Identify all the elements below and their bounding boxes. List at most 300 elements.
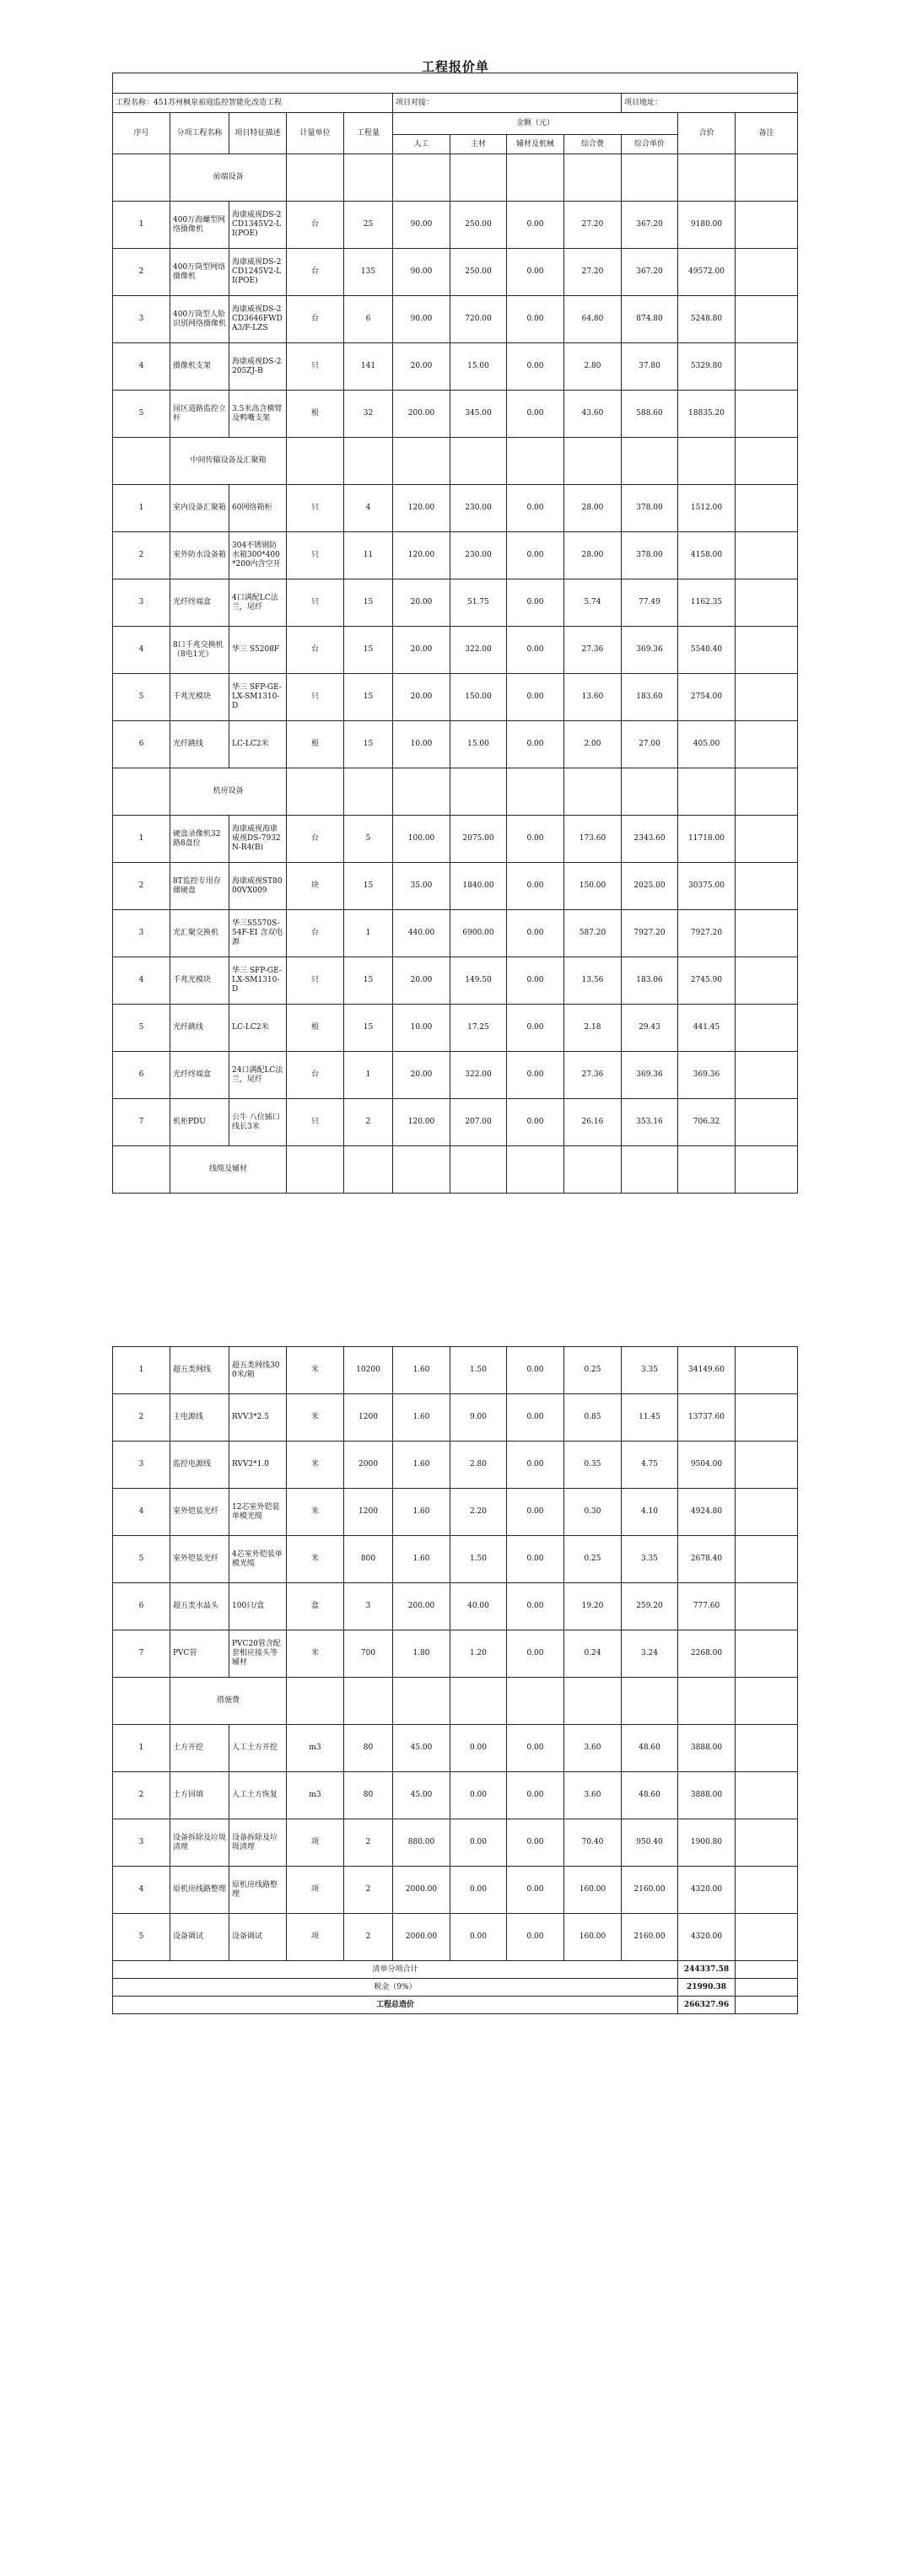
cell-desc: 3.5米高含横臂及鸭嘴支架 xyxy=(229,391,287,438)
table-row xyxy=(113,485,798,532)
cell-name: 千兆光模块 xyxy=(170,674,229,721)
section-empty-cell xyxy=(622,768,678,816)
cell-labor: 45.00 xyxy=(393,1725,450,1772)
cell-labor: 10.00 xyxy=(393,721,450,768)
cell-overhead: 27.20 xyxy=(564,202,622,249)
cell-name: 超五类网线 xyxy=(170,1347,229,1394)
cell-total: 4158.00 xyxy=(678,532,736,579)
section-label: 中间传输设备及汇聚箱 xyxy=(170,438,287,485)
cell-name: 摄像机支架 xyxy=(170,343,229,391)
cell-aux: 0.00 xyxy=(507,1052,564,1099)
cell-note xyxy=(736,1630,798,1678)
cell-qty: 1 xyxy=(344,1052,393,1099)
cell-aux: 0.00 xyxy=(507,627,564,674)
cell-main: 322.00 xyxy=(450,1052,507,1099)
cell-unit-price: 378.00 xyxy=(622,532,678,579)
cell-main: 1840.00 xyxy=(450,863,507,910)
cell-qty: 15 xyxy=(344,579,393,627)
cell-unit-price: 367.20 xyxy=(622,202,678,249)
cell-seq: 5 xyxy=(113,1914,170,1961)
cell-name: 千兆光模块 xyxy=(170,957,229,1005)
cell-qty: 1200 xyxy=(344,1394,393,1442)
cell-main: 150.00 xyxy=(450,674,507,721)
cell-desc: 60网络箱柜 xyxy=(229,485,287,532)
cell-overhead: 0.85 xyxy=(564,1394,622,1442)
cell-main: 230.00 xyxy=(450,485,507,532)
cell-labor: 100.00 xyxy=(393,816,450,863)
cell-overhead: 0.25 xyxy=(564,1347,622,1394)
cell-name: 监控电源线 xyxy=(170,1442,229,1489)
cell-unit: 项 xyxy=(287,1914,344,1961)
cell-total: 9504.00 xyxy=(678,1442,736,1489)
cell-desc: 海康威视DS-2CD1345V2-LI(POE) xyxy=(229,202,287,249)
cell-name: PVC管 xyxy=(170,1630,229,1678)
cell-note xyxy=(736,627,798,674)
project-address: 项目地址： xyxy=(622,94,798,113)
project-contact: 项目对接： xyxy=(393,94,622,113)
cell-labor: 1.60 xyxy=(393,1442,450,1489)
cell-note xyxy=(736,1489,798,1536)
cell-seq: 4 xyxy=(113,1867,170,1914)
cell-desc: 4芯室外铠装单模光缆 xyxy=(229,1536,287,1583)
table-row xyxy=(113,627,798,674)
cell-total: 4924.80 xyxy=(678,1489,736,1536)
section-empty-cell xyxy=(393,1146,450,1194)
cell-qty: 700 xyxy=(344,1630,393,1678)
cell-note xyxy=(736,1914,798,1961)
section-empty-cell xyxy=(678,768,736,816)
cell-main: 0.00 xyxy=(450,1772,507,1819)
section-empty-cell xyxy=(622,1146,678,1194)
cell-unit: 只 xyxy=(287,579,344,627)
summary-note xyxy=(736,1997,798,2014)
cell-unit: 只 xyxy=(287,343,344,391)
cell-seq: 2 xyxy=(113,532,170,579)
cell-labor: 20.00 xyxy=(393,343,450,391)
section-empty-cell xyxy=(736,1146,798,1194)
cell-unit-price: 3.35 xyxy=(622,1347,678,1394)
section-label: 措施费 xyxy=(170,1678,287,1725)
cell-desc: 12芯室外铠装单模光缆 xyxy=(229,1489,287,1536)
cell-total: 3888.00 xyxy=(678,1772,736,1819)
cell-seq: 2 xyxy=(113,863,170,910)
table-row xyxy=(113,1052,798,1099)
cell-qty: 15 xyxy=(344,863,393,910)
cell-labor: 90.00 xyxy=(393,296,450,343)
header-total: 合价 xyxy=(678,113,736,154)
section-empty-cell xyxy=(678,1678,736,1725)
cell-main: 250.00 xyxy=(450,249,507,296)
summary-label: 清单分项合计 xyxy=(113,1961,678,1979)
title-spacer-cell xyxy=(113,73,798,94)
cell-desc: 海康威视DS-2205ZJ-B xyxy=(229,343,287,391)
cell-seq: 4 xyxy=(113,627,170,674)
cell-unit-price: 27.00 xyxy=(622,721,678,768)
cell-unit: 台 xyxy=(287,910,344,957)
cell-note xyxy=(736,532,798,579)
cell-overhead: 13.60 xyxy=(564,674,622,721)
cell-labor: 200.00 xyxy=(393,1583,450,1630)
cell-desc: 304不锈钢防水箱300*400*200内含空开 xyxy=(229,532,287,579)
cell-unit: 米 xyxy=(287,1630,344,1678)
cell-main: 1.50 xyxy=(450,1347,507,1394)
section-empty-cell xyxy=(287,1146,344,1194)
section-empty-cell xyxy=(113,1678,170,1725)
cell-total: 4320.00 xyxy=(678,1867,736,1914)
section-empty-cell xyxy=(736,1678,798,1725)
cell-overhead: 2.18 xyxy=(564,1005,622,1052)
summary-value: 266327.96 xyxy=(678,1997,736,2014)
section-empty-cell xyxy=(344,768,393,816)
cell-name: 土方开挖 xyxy=(170,1725,229,1772)
cell-overhead: 70.40 xyxy=(564,1819,622,1867)
cell-desc: 人工土方恢复 xyxy=(229,1772,287,1819)
cell-desc: 海康威视ST8000VX009 xyxy=(229,863,287,910)
cell-note xyxy=(736,391,798,438)
section-empty-cell xyxy=(450,154,507,202)
cell-note xyxy=(736,1442,798,1489)
cell-unit-price: 3.24 xyxy=(622,1630,678,1678)
cell-note xyxy=(736,296,798,343)
cell-seq: 6 xyxy=(113,1583,170,1630)
cell-unit: 米 xyxy=(287,1442,344,1489)
section-empty-cell xyxy=(678,1146,736,1194)
header-main: 主材 xyxy=(450,135,507,154)
table-row xyxy=(113,1630,798,1678)
quotation-table-page-1 xyxy=(112,73,798,1194)
cell-overhead: 3.60 xyxy=(564,1772,622,1819)
cell-overhead: 0.35 xyxy=(564,1442,622,1489)
cell-seq: 5 xyxy=(113,674,170,721)
cell-labor: 20.00 xyxy=(393,957,450,1005)
section-empty-cell xyxy=(564,768,622,816)
cell-note xyxy=(736,1725,798,1772)
section-empty-cell xyxy=(287,1678,344,1725)
cell-overhead: 27.36 xyxy=(564,627,622,674)
cell-name: 室外铠装光纤 xyxy=(170,1489,229,1536)
cell-seq: 1 xyxy=(113,485,170,532)
cell-qty: 15 xyxy=(344,627,393,674)
cell-aux: 0.00 xyxy=(507,816,564,863)
cell-unit: 米 xyxy=(287,1536,344,1583)
cell-aux: 0.00 xyxy=(507,1725,564,1772)
cell-main: 0.00 xyxy=(450,1914,507,1961)
project-name: 工程名称：451苏州枫泉裕庭监控智能化改造工程 xyxy=(113,94,393,113)
cell-aux: 0.00 xyxy=(507,579,564,627)
section-empty-cell xyxy=(564,438,622,485)
cell-aux: 0.00 xyxy=(507,1099,564,1146)
cell-qty: 1 xyxy=(344,910,393,957)
cell-note xyxy=(736,1772,798,1819)
cell-unit-price: 29.43 xyxy=(622,1005,678,1052)
cell-unit-price: 2343.60 xyxy=(622,816,678,863)
cell-overhead: 2.00 xyxy=(564,721,622,768)
cell-main: 2075.00 xyxy=(450,816,507,863)
cell-name: 室内设备汇聚箱 xyxy=(170,485,229,532)
cell-qty: 15 xyxy=(344,1005,393,1052)
cell-name: 光纤跳线 xyxy=(170,721,229,768)
cell-main: 40.00 xyxy=(450,1583,507,1630)
cell-seq: 7 xyxy=(113,1630,170,1678)
cell-seq: 3 xyxy=(113,1819,170,1867)
cell-aux: 0.00 xyxy=(507,249,564,296)
cell-overhead: 26.16 xyxy=(564,1099,622,1146)
cell-qty: 135 xyxy=(344,249,393,296)
summary-row xyxy=(113,1979,798,1997)
cell-desc: 海康威视DS-2CD1245V2-LI(POE) xyxy=(229,249,287,296)
cell-unit-price: 2160.00 xyxy=(622,1867,678,1914)
cell-seq: 5 xyxy=(113,1005,170,1052)
cell-unit-price: 2160.00 xyxy=(622,1914,678,1961)
section-empty-cell xyxy=(564,1678,622,1725)
summary-label: 税金（9%） xyxy=(113,1979,678,1997)
cell-name: 8口千兆交换机（8电1光） xyxy=(170,627,229,674)
cell-desc: RVV3*2.5 xyxy=(229,1394,287,1442)
table-row xyxy=(113,1489,798,1536)
cell-seq: 3 xyxy=(113,910,170,957)
cell-main: 250.00 xyxy=(450,202,507,249)
cell-seq: 3 xyxy=(113,579,170,627)
table-row xyxy=(113,579,798,627)
cell-labor: 1.60 xyxy=(393,1489,450,1536)
cell-overhead: 3.60 xyxy=(564,1725,622,1772)
cell-name: 室外防水设备箱 xyxy=(170,532,229,579)
cell-unit: 台 xyxy=(287,816,344,863)
cell-main: 17.25 xyxy=(450,1005,507,1052)
cell-aux: 0.00 xyxy=(507,1442,564,1489)
cell-desc: LC-LC2米 xyxy=(229,1005,287,1052)
header-unit-price: 综合单价 xyxy=(622,135,678,154)
table-row xyxy=(113,1772,798,1819)
section-empty-cell xyxy=(393,154,450,202)
cell-labor: 1.60 xyxy=(393,1394,450,1442)
cell-seq: 3 xyxy=(113,296,170,343)
section-empty-cell xyxy=(507,154,564,202)
cell-main: 9.00 xyxy=(450,1394,507,1442)
cell-main: 2.20 xyxy=(450,1489,507,1536)
quotation-table-page-2 xyxy=(112,1346,798,2014)
table-row xyxy=(113,863,798,910)
cell-qty: 4 xyxy=(344,485,393,532)
cell-desc: 华三 SFP-GE-LX-SM1310-D xyxy=(229,957,287,1005)
cell-aux: 0.00 xyxy=(507,1394,564,1442)
cell-seq: 4 xyxy=(113,1489,170,1536)
cell-desc: RVV2*1.0 xyxy=(229,1442,287,1489)
cell-unit-price: 4.75 xyxy=(622,1442,678,1489)
cell-overhead: 19.20 xyxy=(564,1583,622,1630)
section-empty-cell xyxy=(622,438,678,485)
cell-seq: 1 xyxy=(113,816,170,863)
cell-aux: 0.00 xyxy=(507,296,564,343)
cell-overhead: 150.00 xyxy=(564,863,622,910)
section-empty-cell xyxy=(113,768,170,816)
cell-labor: 200.00 xyxy=(393,391,450,438)
section-empty-cell xyxy=(450,1678,507,1725)
header-seq: 序号 xyxy=(113,113,170,154)
cell-name: 超五类水晶头 xyxy=(170,1583,229,1630)
cell-unit: 根 xyxy=(287,391,344,438)
cell-unit: 台 xyxy=(287,296,344,343)
summary-label: 工程总造价 xyxy=(113,1997,678,2014)
cell-aux: 0.00 xyxy=(507,1489,564,1536)
cell-qty: 15 xyxy=(344,957,393,1005)
cell-seq: 2 xyxy=(113,249,170,296)
header-row-1 xyxy=(113,113,798,135)
cell-seq: 7 xyxy=(113,1099,170,1146)
cell-labor: 440.00 xyxy=(393,910,450,957)
cell-labor: 880.00 xyxy=(393,1819,450,1867)
cell-unit: 只 xyxy=(287,674,344,721)
section-empty-cell xyxy=(344,154,393,202)
section-empty-cell xyxy=(736,768,798,816)
cell-aux: 0.00 xyxy=(507,1867,564,1914)
cell-desc: 设备拆除及垃圾清理 xyxy=(229,1819,287,1867)
cell-overhead: 0.30 xyxy=(564,1489,622,1536)
section-empty-cell xyxy=(393,768,450,816)
cell-unit-price: 3.35 xyxy=(622,1536,678,1583)
cell-name: 主电源线 xyxy=(170,1394,229,1442)
cell-total: 3888.00 xyxy=(678,1725,736,1772)
cell-note xyxy=(736,957,798,1005)
cell-aux: 0.00 xyxy=(507,532,564,579)
cell-qty: 3 xyxy=(344,1583,393,1630)
section-empty-cell xyxy=(736,154,798,202)
cell-total: 2754.00 xyxy=(678,674,736,721)
project-info-row xyxy=(113,94,798,113)
cell-unit-price: 588.60 xyxy=(622,391,678,438)
cell-aux: 0.00 xyxy=(507,1583,564,1630)
cell-aux: 0.00 xyxy=(507,343,564,391)
cell-main: 51.75 xyxy=(450,579,507,627)
cell-overhead: 160.00 xyxy=(564,1914,622,1961)
section-empty-cell xyxy=(507,438,564,485)
cell-note xyxy=(736,1052,798,1099)
cell-desc: 24口满配LC法兰，尾纤 xyxy=(229,1052,287,1099)
cell-total: 13737.60 xyxy=(678,1394,736,1442)
cell-qty: 2000 xyxy=(344,1442,393,1489)
section-empty-cell xyxy=(622,154,678,202)
cell-unit-price: 950.40 xyxy=(622,1819,678,1867)
cell-name: 400万筒型网络摄像机 xyxy=(170,249,229,296)
header-labor: 人工 xyxy=(393,135,450,154)
cell-labor: 20.00 xyxy=(393,579,450,627)
table-row xyxy=(113,910,798,957)
header-qty: 工程量 xyxy=(344,113,393,154)
cell-aux: 0.00 xyxy=(507,1772,564,1819)
cell-name: 设备拆除及垃圾清理 xyxy=(170,1819,229,1867)
cell-unit-price: 48.60 xyxy=(622,1772,678,1819)
cell-name: 400万海螺型网络摄像机 xyxy=(170,202,229,249)
cell-note xyxy=(736,1867,798,1914)
table-row xyxy=(113,1005,798,1052)
cell-total: 49572.00 xyxy=(678,249,736,296)
cell-desc: 4口满配LC法兰，尾纤 xyxy=(229,579,287,627)
cell-desc: LC-LC2米 xyxy=(229,721,287,768)
cell-labor: 1.80 xyxy=(393,1630,450,1678)
cell-desc: 设备调试 xyxy=(229,1914,287,1961)
cell-total: 706.32 xyxy=(678,1099,736,1146)
cell-labor: 2000.00 xyxy=(393,1867,450,1914)
summary-value: 244337.58 xyxy=(678,1961,736,1979)
cell-name: 光纤终端盒 xyxy=(170,1052,229,1099)
table-row xyxy=(113,1536,798,1583)
cell-unit-price: 369.36 xyxy=(622,1052,678,1099)
cell-seq: 1 xyxy=(113,1725,170,1772)
cell-aux: 0.00 xyxy=(507,1914,564,1961)
cell-labor: 90.00 xyxy=(393,202,450,249)
cell-overhead: 43.60 xyxy=(564,391,622,438)
cell-total: 5248.80 xyxy=(678,296,736,343)
cell-unit: 根 xyxy=(287,1005,344,1052)
cell-qty: 2 xyxy=(344,1819,393,1867)
cell-overhead: 13.56 xyxy=(564,957,622,1005)
cell-desc: 华三 S5208F xyxy=(229,627,287,674)
section-empty-cell xyxy=(393,1678,450,1725)
cell-aux: 0.00 xyxy=(507,1819,564,1867)
cell-main: 6900.00 xyxy=(450,910,507,957)
cell-labor: 20.00 xyxy=(393,674,450,721)
cell-name: 硬盘录像机32路8盘位 xyxy=(170,816,229,863)
table-row xyxy=(113,816,798,863)
cell-aux: 0.00 xyxy=(507,1536,564,1583)
cell-seq: 2 xyxy=(113,1772,170,1819)
cell-note xyxy=(736,1347,798,1394)
cell-qty: 80 xyxy=(344,1772,393,1819)
table-row xyxy=(113,343,798,391)
cell-labor: 90.00 xyxy=(393,249,450,296)
cell-labor: 120.00 xyxy=(393,1099,450,1146)
cell-unit: 只 xyxy=(287,532,344,579)
section-row xyxy=(113,1678,798,1725)
table-row xyxy=(113,296,798,343)
cell-seq: 4 xyxy=(113,957,170,1005)
cell-main: 322.00 xyxy=(450,627,507,674)
cell-overhead: 0.24 xyxy=(564,1630,622,1678)
cell-unit: 项 xyxy=(287,1867,344,1914)
cell-labor: 120.00 xyxy=(393,532,450,579)
cell-unit-price: 259.20 xyxy=(622,1583,678,1630)
cell-unit: 米 xyxy=(287,1489,344,1536)
section-empty-cell xyxy=(507,768,564,816)
cell-total: 1900.80 xyxy=(678,1819,736,1867)
cell-total: 5329.80 xyxy=(678,343,736,391)
section-row xyxy=(113,438,798,485)
cell-total: 4320.00 xyxy=(678,1914,736,1961)
cell-qty: 25 xyxy=(344,202,393,249)
section-label: 机房设备 xyxy=(170,768,287,816)
cell-total: 369.36 xyxy=(678,1052,736,1099)
cell-aux: 0.00 xyxy=(507,957,564,1005)
header-aux: 辅材及机械 xyxy=(507,135,564,154)
section-empty-cell xyxy=(344,1146,393,1194)
cell-name: 设备调试 xyxy=(170,1914,229,1961)
cell-name: 8T监控专用存储硬盘 xyxy=(170,863,229,910)
cell-note xyxy=(736,863,798,910)
table-row xyxy=(113,1583,798,1630)
cell-unit-price: 11.45 xyxy=(622,1394,678,1442)
cell-main: 2.80 xyxy=(450,1442,507,1489)
section-empty-cell xyxy=(113,1146,170,1194)
cell-seq: 2 xyxy=(113,1394,170,1442)
cell-seq: 1 xyxy=(113,202,170,249)
cell-name: 原机房线路整理 xyxy=(170,1867,229,1914)
cell-unit-price: 2025.00 xyxy=(622,863,678,910)
section-empty-cell xyxy=(564,1146,622,1194)
cell-note xyxy=(736,1819,798,1867)
cell-seq: 5 xyxy=(113,391,170,438)
cell-note xyxy=(736,1583,798,1630)
table-row xyxy=(113,1867,798,1914)
